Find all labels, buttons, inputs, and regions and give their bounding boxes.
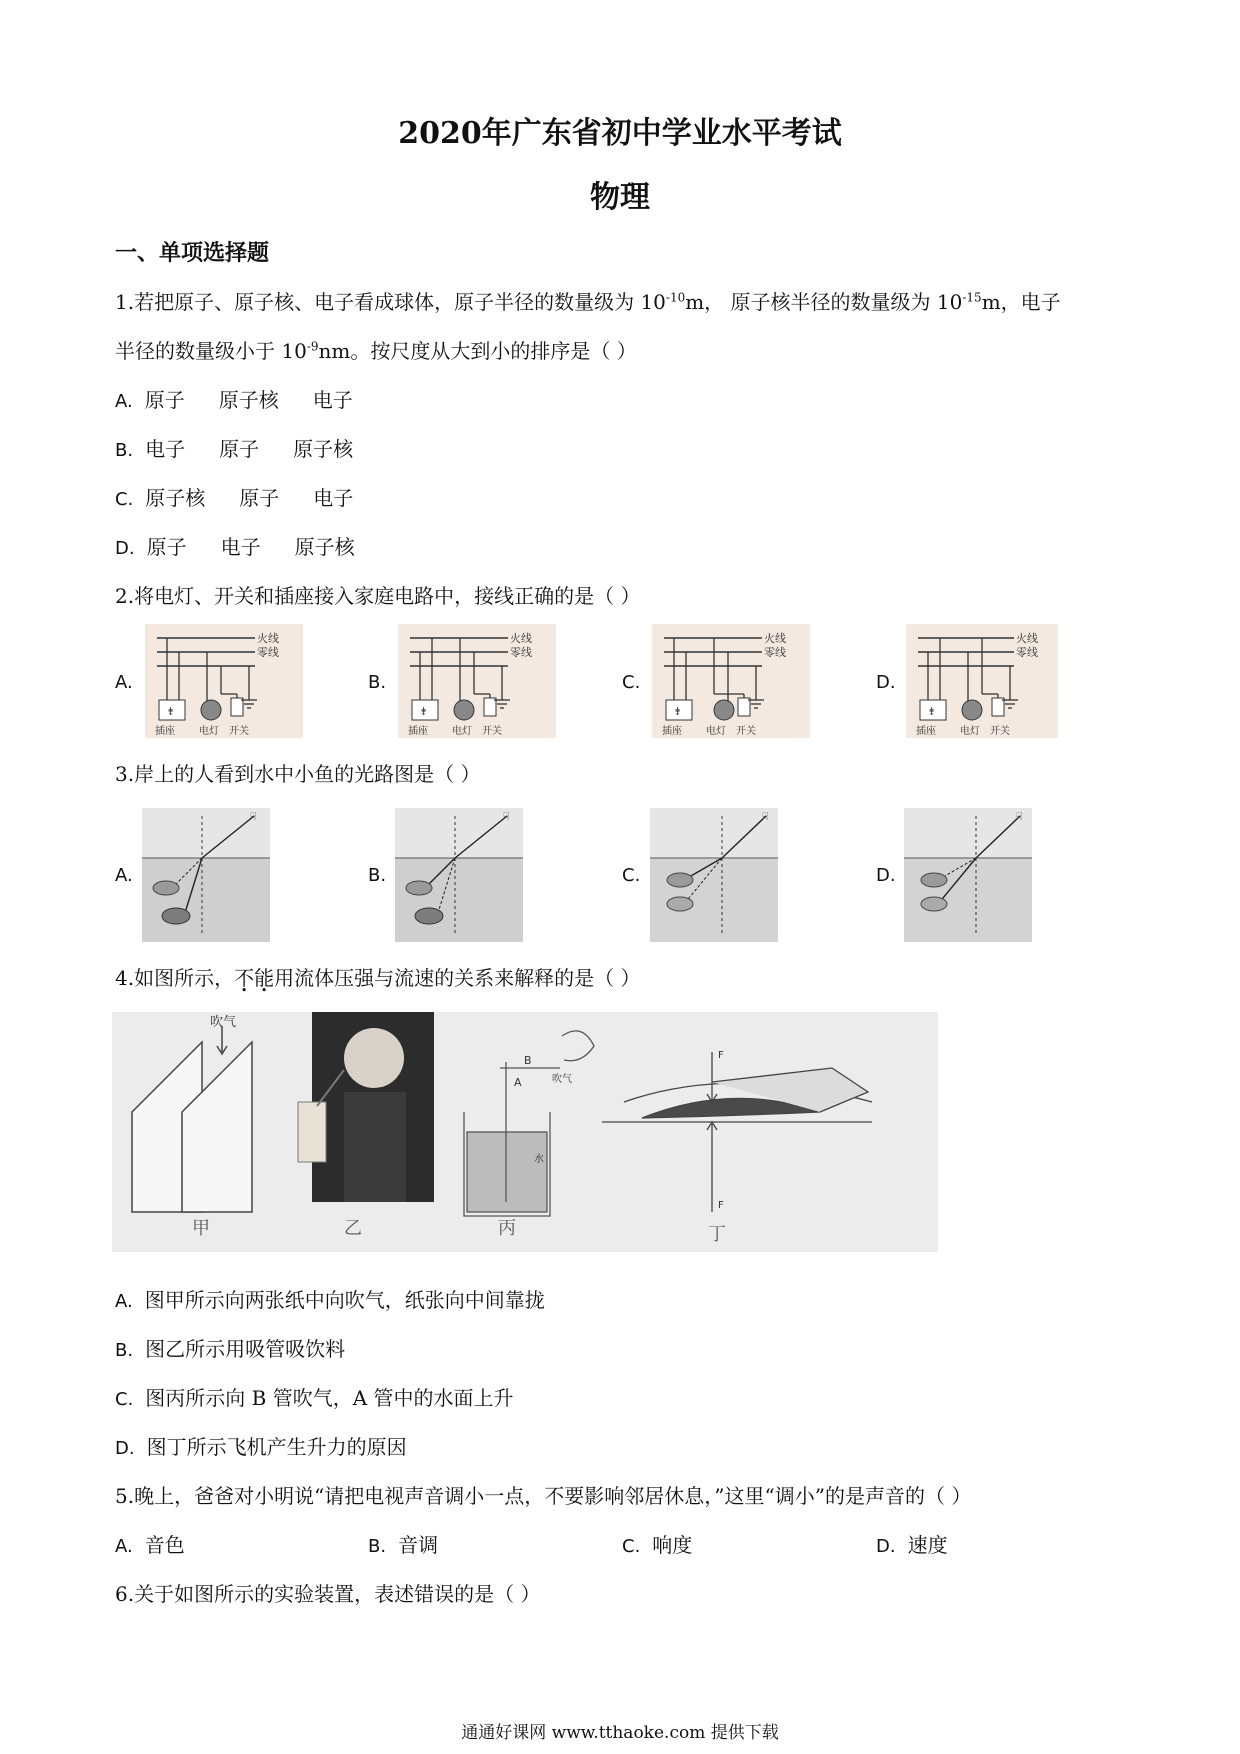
fig-label-bing: 丙 bbox=[498, 1218, 516, 1239]
fig-label-ding: 丁 bbox=[708, 1224, 726, 1245]
q3-label-d: D. bbox=[876, 865, 896, 886]
blow-label-bing: 吹气 bbox=[552, 1074, 572, 1085]
exam-title: 2020年广东省初中学业水平考试 bbox=[398, 116, 842, 151]
q4-option-c: C. 图丙所示向 B 管吹气，A 管中的水面上升 bbox=[115, 1386, 514, 1410]
q1-line1: 1.若把原子、原子核、电子看成球体，原子半径的数量级为 $10^{-10}m$， 原子核半径的数量级为 $10^{-15}m$，电子 bbox=[115, 290, 1061, 314]
q1-line2: 半径的数量级小于 $10^{-9}nm$。按尺度从大到小的排序是（ ） bbox=[115, 339, 637, 363]
svg-text:⇟: ⇟ bbox=[419, 705, 429, 718]
svg-text:零线: 零线 bbox=[764, 646, 786, 659]
svg-text:开关: 开关 bbox=[736, 726, 756, 737]
svg-text:火线: 火线 bbox=[510, 632, 532, 645]
q1-option-a: A. 原子 原子核 电子 bbox=[115, 388, 353, 412]
q1-option-d: D. 原子 电子 原子核 bbox=[115, 535, 355, 559]
q4-stem: 4.如图所示，不能用流体压强与流速的关系来解释的是（ ） bbox=[115, 966, 641, 990]
q2-circuit-a bbox=[145, 624, 303, 738]
q2-label-a: A. bbox=[115, 672, 133, 693]
q3-label-c: C. bbox=[622, 865, 641, 886]
tube-a-label: A bbox=[514, 1076, 522, 1089]
svg-text:☟: ☟ bbox=[762, 810, 769, 823]
fig-label-jia: 甲 bbox=[192, 1218, 210, 1239]
svg-text:⇟: ⇟ bbox=[166, 705, 176, 718]
force-f2-label: F bbox=[718, 1200, 724, 1211]
svg-text:插座: 插座 bbox=[155, 726, 175, 737]
svg-text:插座: 插座 bbox=[916, 726, 936, 737]
svg-text:电灯: 电灯 bbox=[706, 726, 726, 737]
svg-text:电灯: 电灯 bbox=[960, 726, 980, 737]
q5-stem: 5.晚上，爸爸对小明说“请把电视声音调小一点，不要影响邻居休息，”这里“调小”的是声音的（ ） bbox=[115, 1484, 972, 1508]
blow-label-jia: 吹气 bbox=[210, 1015, 237, 1030]
q4-option-a: A. 图甲所示向两张纸中向吹气，纸张向中间靠拢 bbox=[115, 1288, 545, 1312]
q5-option-d: D. 速度 bbox=[876, 1533, 948, 1557]
tube-b-label: B bbox=[524, 1054, 532, 1067]
q1-option-b: B. 电子 原子 原子核 bbox=[115, 437, 354, 461]
figure-yi bbox=[298, 1012, 434, 1202]
svg-text:插座: 插座 bbox=[408, 726, 428, 737]
svg-text:零线: 零线 bbox=[510, 646, 532, 659]
q3-lightpath-c bbox=[650, 808, 778, 942]
svg-text:☟: ☟ bbox=[1016, 810, 1023, 823]
q6-stem: 6.关于如图所示的实验装置，表述错误的是（ ） bbox=[115, 1582, 541, 1606]
svg-text:火线: 火线 bbox=[764, 632, 786, 645]
water-label: 水 bbox=[534, 1154, 544, 1165]
force-f1-label: F bbox=[718, 1050, 724, 1061]
q5-option-b: B. 音调 bbox=[368, 1533, 439, 1557]
q4-figure bbox=[112, 1012, 938, 1252]
fire-line-label: 火线 bbox=[257, 632, 279, 645]
q2-circuit-d bbox=[906, 624, 1058, 738]
q2-label-d: D. bbox=[876, 672, 896, 693]
q3-stem: 3.岸上的人看到水中小鱼的光路图是（ ） bbox=[115, 762, 481, 786]
svg-text:☟: ☟ bbox=[250, 810, 257, 823]
zero-line-label: 零线 bbox=[257, 646, 279, 659]
q3-lightpath-a bbox=[142, 808, 270, 942]
svg-text:☟: ☟ bbox=[503, 810, 510, 823]
svg-text:电灯: 电灯 bbox=[199, 726, 219, 737]
svg-text:零线: 零线 bbox=[1016, 646, 1038, 659]
q2-label-c: C. bbox=[622, 672, 641, 693]
svg-text:插座: 插座 bbox=[662, 726, 682, 737]
q3-label-b: B. bbox=[368, 865, 387, 886]
subject-title: 物理 bbox=[590, 180, 650, 215]
q4-option-d: D. 图丁所示飞机产生升力的原因 bbox=[115, 1435, 407, 1459]
q2-circuit-b bbox=[398, 624, 556, 738]
svg-text:⇟: ⇟ bbox=[673, 705, 683, 718]
q2-stem: 2.将电灯、开关和插座接入家庭电路中，接线正确的是（ ） bbox=[115, 584, 641, 608]
svg-text:开关: 开关 bbox=[482, 726, 502, 737]
fig-label-yi: 乙 bbox=[344, 1218, 362, 1239]
section-heading: 一、单项选择题 bbox=[115, 240, 270, 266]
q5-option-c: C. 响度 bbox=[622, 1533, 693, 1557]
q3-lightpath-d bbox=[904, 808, 1032, 942]
q2-label-b: B. bbox=[368, 672, 387, 693]
q4-option-b: B. 图乙所示用吸管吸饮料 bbox=[115, 1337, 346, 1361]
q3-lightpath-b bbox=[395, 808, 523, 942]
page-footer: 通通好课网 www.tthaoke.com 提供下载 bbox=[461, 1723, 779, 1743]
q2-circuit-c bbox=[652, 624, 810, 738]
svg-text:电灯: 电灯 bbox=[452, 726, 472, 737]
svg-text:⇟: ⇟ bbox=[927, 705, 937, 718]
svg-text:开关: 开关 bbox=[229, 726, 249, 737]
q5-option-a: A. 音色 bbox=[115, 1533, 185, 1557]
q1-option-c: C. 原子核 原子 电子 bbox=[115, 486, 354, 510]
svg-text:开关: 开关 bbox=[990, 726, 1010, 737]
svg-text:火线: 火线 bbox=[1016, 632, 1038, 645]
q3-label-a: A. bbox=[115, 865, 133, 886]
